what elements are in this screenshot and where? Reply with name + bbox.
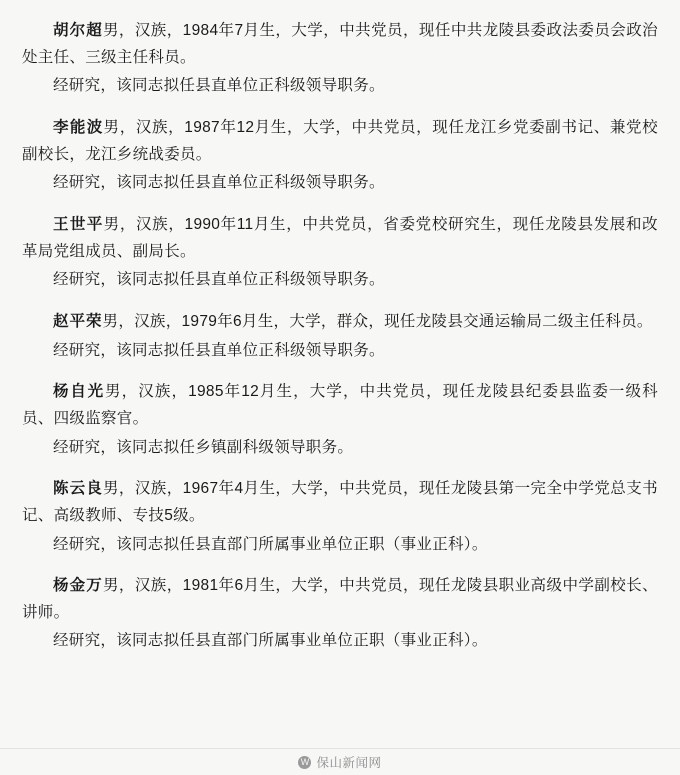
entry-name: 杨金万 <box>53 577 103 595</box>
entry-item <box>22 115 658 197</box>
entry-detail: 男，汉族，1984年7月生，大学，中共党员，现任中共龙陵县委政法委员会政治处主任、三级主任科员。 <box>22 22 658 66</box>
entry-name: 李能波 <box>53 118 104 136</box>
entry-detail: 男，汉族，1990年11月生，中共党员，省委党校研究生，现任龙陵县发展和改革局党组成员、副局长。 <box>22 215 658 260</box>
entry-body <box>22 212 658 265</box>
entry-detail: 男，汉族，1967年4月生，大学，中共党员，现任龙陵县第一完全中学党总支书记、高级教师、专技5级。 <box>22 480 658 524</box>
entry-name: 王世平 <box>53 215 104 233</box>
entry-note: 经研究，该同志拟任县直单位正科级领导职务。 <box>53 341 385 359</box>
entry-item <box>22 212 658 294</box>
entry-item <box>22 18 658 100</box>
entry-body <box>22 309 658 336</box>
entry-item <box>22 379 658 461</box>
entry-item <box>22 309 658 364</box>
watermark-label: 保山新闻网 <box>316 756 382 770</box>
entry-note: 经研究，该同志拟任县直单位正科级领导职务。 <box>53 77 385 95</box>
watermark-footer <box>0 749 680 775</box>
entry-name: 陈云良 <box>53 480 103 498</box>
entry-item <box>22 573 658 655</box>
entry-detail: 男，汉族，1987年12月生，大学，中共党员，现任龙江乡党委副书记、兼党校副校长，龙江乡统战委员。 <box>22 118 658 163</box>
entry-note: 经研究，该同志拟任乡镇副科级领导职务。 <box>53 438 354 456</box>
entry-detail: 男，汉族，1985年12月生，大学，中共党员，现任龙陵县纪委县监委一级科员、四级监察官。 <box>22 383 658 427</box>
entry-body <box>22 476 658 529</box>
entry-body <box>22 115 658 168</box>
entry-note: 经研究，该同志拟任县直单位正科级领导职务。 <box>53 271 385 289</box>
entry-body <box>22 18 658 71</box>
entry-name: 赵平荣 <box>53 312 103 330</box>
entry-body <box>22 379 658 432</box>
entry-detail: 男，汉族，1981年6月生，大学，中共党员，现任龙陵县职业高级中学副校长、讲师。 <box>22 577 658 621</box>
entry-name: 杨自光 <box>53 383 105 401</box>
entry-body <box>22 573 658 626</box>
entry-note: 经研究，该同志拟任县直部门所属事业单位正职（事业正科）。 <box>53 632 488 650</box>
entry-note: 经研究，该同志拟任县直部门所属事业单位正职（事业正科）。 <box>53 535 488 553</box>
entry-name: 胡尔超 <box>53 22 103 39</box>
weibo-icon: W <box>298 756 311 769</box>
entry-detail: 男，汉族，1979年6月生，大学，群众，现任龙陵县交通运输局二级主任科员。 <box>102 312 653 330</box>
entry-item <box>22 476 658 558</box>
entry-note: 经研究，该同志拟任县直单位正科级领导职务。 <box>53 174 385 192</box>
